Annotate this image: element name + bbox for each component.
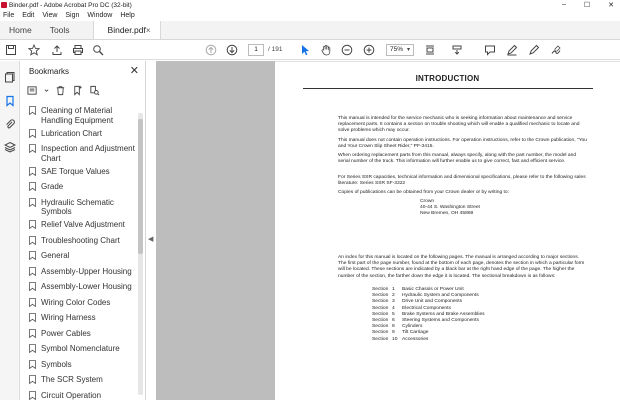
bookmark-label: Lubrication Chart bbox=[41, 128, 102, 138]
next-page-icon[interactable] bbox=[225, 43, 239, 57]
bookmark-item[interactable] bbox=[25, 236, 135, 246]
bookmark-label: General bbox=[41, 251, 70, 260]
window-title: Binder.pdf - Adobe Acrobat Pro DC (32-bit) bbox=[9, 1, 132, 9]
zoom-dropdown-caret[interactable]: ▾ bbox=[407, 47, 411, 53]
page-thumbnails-icon[interactable] bbox=[4, 71, 16, 83]
bookmark-item[interactable] bbox=[25, 360, 135, 370]
zoom-out-icon[interactable] bbox=[340, 43, 354, 57]
section-row: Section 4 Electrical Components bbox=[372, 305, 451, 311]
delete-bookmark-icon[interactable] bbox=[55, 85, 66, 99]
section-list bbox=[372, 287, 485, 343]
highlight-pen-icon[interactable] bbox=[505, 43, 519, 57]
bookmarks-toolbar bbox=[27, 85, 100, 99]
dropdown-caret-icon[interactable] bbox=[44, 85, 49, 99]
bookmark-label: Grade bbox=[41, 182, 64, 191]
bookmark-item[interactable] bbox=[25, 329, 135, 339]
page-edge bbox=[275, 61, 620, 62]
pdf-page bbox=[275, 61, 620, 400]
bookmarks-icon[interactable] bbox=[4, 95, 16, 107]
menu-sign[interactable]: Sign bbox=[65, 12, 80, 19]
minimize-button[interactable]: – bbox=[561, 1, 566, 8]
paragraph-capacities: For Series SSR capacities, technical information and dimensional specifications, please refer to the following sales literature: Series SSR SF-3322 bbox=[338, 175, 586, 187]
paragraph-operation: This manual does not contain operation instructions. For operation instructions, refer to the Crown publication, "You and Your Crown Slip Sheet Rider," PF-3415. bbox=[338, 138, 587, 150]
bookmark-icon bbox=[29, 167, 36, 176]
bookmark-item[interactable] bbox=[25, 167, 135, 177]
tab-home[interactable]: Home bbox=[9, 25, 32, 35]
menu-file[interactable]: File bbox=[3, 12, 15, 19]
bookmark-label: Cleaning of Material Handling Equipment bbox=[41, 106, 114, 125]
bookmark-icon bbox=[29, 344, 36, 353]
page-heading: INTRODUCTION bbox=[415, 74, 480, 83]
section-row: Section 1 Basic Chassis or Power Unit bbox=[372, 287, 464, 292]
bookmark-icon bbox=[29, 391, 36, 400]
bookmark-icon bbox=[29, 220, 36, 229]
scrollbar-thumb[interactable] bbox=[138, 119, 143, 254]
bookmark-item[interactable] bbox=[25, 344, 135, 354]
bookmark-item[interactable] bbox=[25, 144, 135, 163]
bookmark-item[interactable] bbox=[25, 106, 135, 125]
search-bookmark-icon[interactable] bbox=[89, 85, 100, 99]
paragraph-copies: Copies of publications can be obtained from your Crown dealer or by writing to: bbox=[338, 190, 509, 195]
fill-sign-icon[interactable] bbox=[549, 43, 563, 57]
close-panel-button[interactable]: ✕ bbox=[129, 65, 139, 77]
bookmark-label: The SCR System bbox=[41, 375, 103, 384]
scroll-mode-icon[interactable] bbox=[450, 43, 464, 57]
menu-window[interactable]: Window bbox=[87, 12, 113, 19]
section-row: Section 9 Tilt Carriage bbox=[372, 330, 429, 336]
bookmarks-scrollbar[interactable] bbox=[138, 113, 143, 395]
bookmark-item[interactable] bbox=[25, 251, 135, 261]
page-total: / 191 bbox=[268, 46, 283, 53]
menu-bar bbox=[0, 10, 620, 21]
collapse-panel-arrow[interactable]: ◀ bbox=[148, 236, 154, 243]
section-row: Section 6 Steering Systems and Components bbox=[372, 318, 479, 324]
address-line: Crown bbox=[420, 199, 435, 204]
bookmark-icon bbox=[29, 198, 36, 207]
bookmark-icon bbox=[29, 282, 36, 291]
previous-page-icon[interactable] bbox=[204, 43, 218, 57]
upload-icon[interactable] bbox=[50, 43, 64, 57]
layers-icon[interactable] bbox=[4, 141, 16, 153]
bookmark-icon bbox=[29, 298, 36, 307]
address-line: New Bremen, OH 45869 bbox=[420, 211, 474, 217]
tab-bar bbox=[0, 21, 620, 40]
acrobat-app-icon bbox=[1, 2, 7, 8]
paragraph-index: An index for this manual is located on the following pages. The manual is arranged according to major sections. The first part of the page number, found at the bottom of each page, denotes the section in which a particular form will be located. These sections are indicated by a black bar at the right hand edge of the page. The higher the number of the section, the farther down the edge it is located. The sectional breakdown is as follows: bbox=[338, 255, 585, 279]
bookmark-item[interactable] bbox=[25, 282, 135, 292]
toolbar bbox=[0, 40, 620, 60]
star-icon[interactable] bbox=[27, 43, 41, 57]
bookmark-item[interactable] bbox=[25, 220, 135, 230]
bookmark-label: SAE Torque Values bbox=[41, 166, 110, 176]
title-bar bbox=[0, 0, 620, 10]
bookmark-list bbox=[25, 106, 135, 400]
navigation-rail bbox=[0, 61, 20, 400]
attachments-icon[interactable] bbox=[4, 118, 16, 130]
new-bookmark-icon[interactable] bbox=[72, 85, 83, 99]
bookmark-item[interactable] bbox=[25, 129, 135, 139]
bookmark-icon bbox=[29, 375, 36, 384]
bookmark-label: Power Cables bbox=[41, 328, 91, 338]
search-icon[interactable] bbox=[91, 43, 105, 57]
bookmark-icon bbox=[29, 182, 36, 191]
zoom-level-select[interactable]: 75% bbox=[386, 44, 414, 56]
bookmark-icon bbox=[29, 129, 36, 138]
window-controls bbox=[562, 1, 620, 9]
bookmark-label: Inspection and Adjustment Chart bbox=[41, 144, 135, 163]
bookmark-icon bbox=[29, 360, 36, 369]
print-icon[interactable] bbox=[71, 43, 85, 57]
zoom-in-icon[interactable] bbox=[362, 43, 376, 57]
bookmark-item[interactable] bbox=[25, 182, 135, 192]
page-display-icon[interactable] bbox=[423, 43, 437, 57]
address-block bbox=[420, 199, 480, 218]
bookmark-icon bbox=[29, 106, 36, 115]
section-row: Section 3 Drive Unit and Components bbox=[372, 299, 463, 305]
draw-icon[interactable] bbox=[527, 43, 541, 57]
comment-icon[interactable] bbox=[483, 43, 497, 57]
page-number-input[interactable]: 1 bbox=[248, 44, 264, 56]
options-menu-icon[interactable] bbox=[27, 85, 38, 99]
save-icon[interactable] bbox=[4, 43, 18, 57]
bookmark-icon bbox=[29, 313, 36, 322]
section-row: Section 10 Accessories bbox=[372, 336, 429, 342]
bookmark-label: Symbol Nomenclature bbox=[41, 344, 120, 353]
close-window-button[interactable]: ✕ bbox=[608, 2, 614, 9]
bookmark-label: Assembly-Upper Housing bbox=[41, 266, 132, 276]
bookmark-item[interactable] bbox=[25, 267, 135, 277]
bookmarks-panel-title: Bookmarks bbox=[29, 67, 70, 76]
bookmark-icon bbox=[29, 251, 36, 260]
section-row: Section 2 Hydraulic System and Components bbox=[372, 293, 479, 299]
menu-view[interactable]: View bbox=[42, 12, 58, 19]
bookmark-label: Wiring Color Codes bbox=[41, 297, 111, 307]
bookmark-label: Troubleshooting Chart bbox=[41, 235, 120, 245]
menu-help[interactable]: Help bbox=[120, 12, 135, 19]
bookmark-label: Assembly-Lower Housing bbox=[41, 282, 132, 291]
bookmark-item[interactable] bbox=[25, 375, 135, 385]
bookmark-icon bbox=[29, 236, 36, 245]
bookmark-label: Hydraulic Schematic Symbols bbox=[41, 197, 114, 216]
bookmark-item[interactable] bbox=[25, 198, 135, 217]
bookmark-icon bbox=[29, 267, 36, 276]
tab-document-label: Binder.pdf bbox=[107, 25, 146, 35]
tab-close-button[interactable]: × bbox=[145, 25, 151, 35]
heading-rule bbox=[303, 88, 593, 89]
bookmark-icon bbox=[29, 144, 36, 153]
maximize-button[interactable]: ☐ bbox=[583, 2, 591, 9]
bookmark-label: Relief Valve Adjustment bbox=[41, 220, 125, 229]
bookmark-item[interactable] bbox=[25, 313, 135, 323]
bookmark-item[interactable] bbox=[25, 391, 135, 400]
bookmark-label: Symbols bbox=[41, 359, 72, 369]
paragraph-purpose: This manual is intended for the service mechanic who is seeking information about maintenance and service replacement parts. It contains a section on trouble shooting which will enable a qualified mechanic to locate and solve problems which may occur. bbox=[338, 116, 580, 134]
hand-tool-icon[interactable] bbox=[319, 43, 333, 57]
section-row: Section 5 Brake Systems and Brake Assemblies bbox=[372, 311, 485, 317]
bookmark-icon bbox=[29, 329, 36, 338]
menu-edit[interactable]: Edit bbox=[22, 12, 35, 19]
paragraph-ordering: When ordering replacement parts from this manual, always specify, along with the part number, the model and serial number of the truck. This information will further enable us to give correct, fast and efficient service. bbox=[338, 153, 577, 165]
select-cursor-icon[interactable] bbox=[298, 43, 312, 57]
tab-document[interactable] bbox=[93, 21, 161, 39]
section-row: Section 8 Cylinders bbox=[372, 324, 423, 330]
document-viewport[interactable] bbox=[156, 61, 620, 400]
bookmark-label: Circuit Operation bbox=[41, 390, 102, 400]
bookmark-label: Wiring Harness bbox=[41, 313, 96, 322]
tab-tools[interactable]: Tools bbox=[49, 25, 70, 35]
bookmarks-panel bbox=[21, 61, 146, 400]
address-line: 40-44 S. Washington Street bbox=[420, 205, 480, 211]
bookmark-item[interactable] bbox=[25, 298, 135, 308]
